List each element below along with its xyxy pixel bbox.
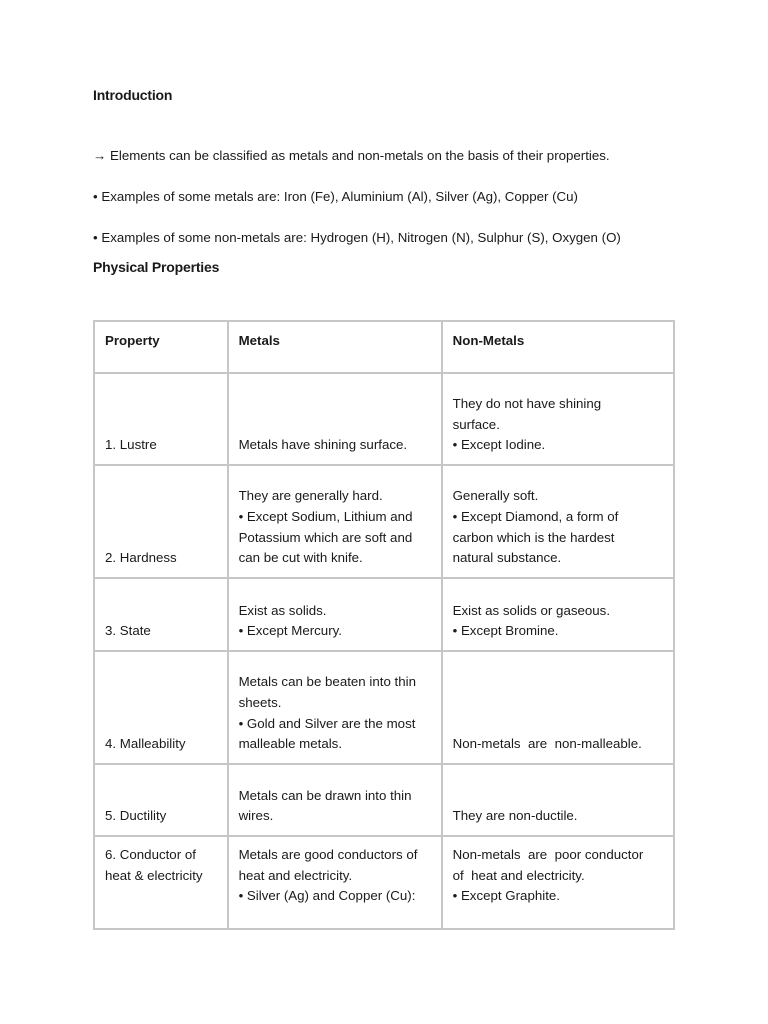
table-row [94,578,674,651]
non-metals-cell: Non-metals are poor conductor of heat and electricity. • Except Graphite. [442,836,674,929]
physical-properties-heading: Physical Properties [93,259,220,275]
header-property: Property [94,321,228,373]
non-metals-cell: Exist as solids or gaseous. • Except Bromine. [442,578,674,651]
intro-line-metal-examples: • Examples of some metals are: Iron (Fe), Aluminium (Al), Silver (Ag), Copper (Cu) [93,189,578,204]
property-cell: 5. Ductility [94,764,228,836]
non-metals-cell: They are non-ductile. [442,764,674,836]
non-metals-cell: Generally soft. • Except Diamond, a form of carbon which is the hardest natural substance. [442,465,674,578]
table-header-row [94,321,674,373]
property-cell: 6. Conductor of heat & electricity [94,836,228,929]
header-metals: Metals [228,321,442,373]
table-row [94,764,674,836]
properties-table [93,320,675,930]
property-cell: 3. State [94,578,228,651]
property-cell: 1. Lustre [94,373,228,465]
metals-cell: They are generally hard. • Except Sodium, Lithium and Potassium which are soft and can be cut with knife. [228,465,442,578]
metals-cell: Metals are good conductors of heat and electricity. • Silver (Ag) and Copper (Cu): [228,836,442,929]
intro-line-nonmetal-examples: • Examples of some non-metals are: Hydrogen (H), Nitrogen (N), Sulphur (S), Oxygen (O) [93,230,621,245]
metals-cell: Exist as solids. • Except Mercury. [228,578,442,651]
table-row [94,836,674,929]
non-metals-cell: They do not have shining surface. • Except Iodine. [442,373,674,465]
table-row [94,651,674,764]
metals-cell: Metals can be drawn into thin wires. [228,764,442,836]
table-row [94,373,674,465]
property-cell: 2. Hardness [94,465,228,578]
metals-cell: Metals have shining surface. [228,373,442,465]
metals-cell: Metals can be beaten into thin sheets. • Gold and Silver are the most malleable metals. [228,651,442,764]
property-cell: 4. Malleability [94,651,228,764]
intro-line-classification: → Elements can be classified as metals and non-metals on the basis of their properties. [93,148,610,163]
table-row [94,465,674,578]
introduction-heading: Introduction [93,87,173,103]
header-non-metals: Non-Metals [442,321,674,373]
non-metals-cell: Non-metals are non-malleable. [442,651,674,764]
